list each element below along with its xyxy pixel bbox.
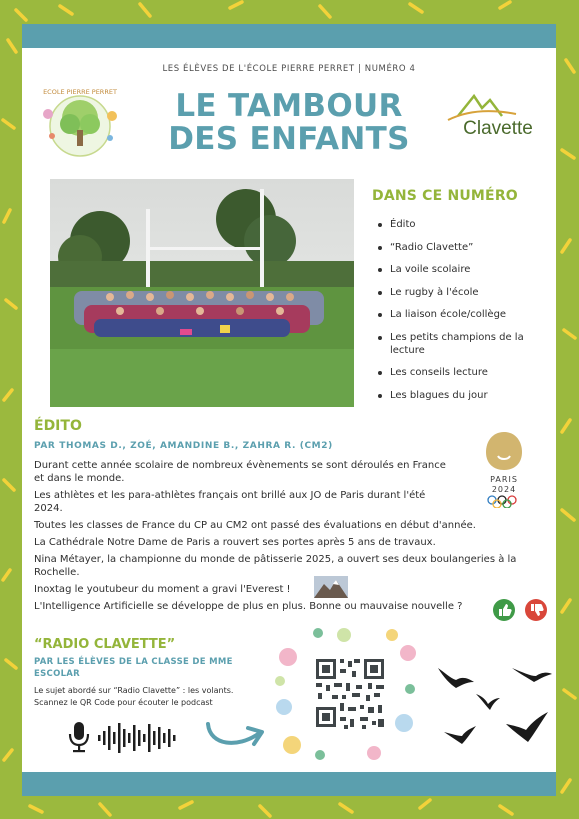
edito-paragraph: La Cathédrale Notre Dame de Paris a rouvert ses portes après 5 ans de travaux. (34, 537, 436, 548)
toc-item: “Radio Clavette” (374, 241, 550, 254)
edito-title: ÉDITO (34, 418, 82, 434)
thumbs-icons (492, 598, 550, 622)
edito-paragraph: Inoxtag le youtubeur du moment a gravi l'Everest ! (34, 584, 291, 595)
bottom-band (22, 772, 556, 796)
paris-logo-line1: PARIS (490, 475, 518, 484)
toc-item: La voile scolaire (374, 263, 550, 276)
edito-paragraph: Nina Métayer, la championne du monde de pâtisserie 2025, a ouvert ses deux boulangeries à la Rochelle. (34, 554, 517, 578)
newsletter-page (22, 24, 556, 796)
curved-arrow-icon (202, 712, 268, 752)
toc-title: DANS CE NUMÉRO (372, 188, 518, 204)
paris-2024-logo-icon (474, 428, 534, 508)
birds-icon (426, 654, 554, 754)
edito-paragraph: Durant cette année scolaire de nombreux évènements se sont déroulés en France et dans le monde. (34, 460, 446, 484)
sound-wave-icon (98, 722, 180, 754)
qr-code (274, 627, 418, 761)
clavette-logo-icon (436, 86, 544, 144)
toc-item: Les blagues du jour (374, 389, 550, 402)
radio-title: “RADIO CLAVETTE” (34, 637, 176, 652)
paris-logo-line2: 2024 (491, 485, 517, 494)
toc-item: La liaison école/collège (374, 308, 550, 321)
radio-text-line: Le sujet abordé sur “Radio Clavette” : les volants. (34, 686, 234, 695)
edito-paragraph: L'Intelligence Artificielle se développe de plus en plus. Bonne ou mauvaise nouvelle ? (34, 601, 463, 612)
thumbs-up-icon (493, 599, 515, 621)
school-logo-text: ECOLE PIERRE PERRET (43, 88, 117, 96)
edito-paragraph: Toutes les classes de France du CP au CM2 ont passé des évaluations en début d'année. (34, 520, 476, 531)
thumbs-down-icon (525, 599, 547, 621)
top-band (22, 24, 556, 48)
title-line-1: LE TAMBOUR (175, 88, 403, 124)
toc-item: Édito (374, 218, 550, 231)
title-line-2: DES ENFANTS (168, 121, 410, 157)
newsletter-title (122, 90, 456, 156)
radio-text-line: Scannez le QR Code pour écouter le podcast (34, 698, 213, 707)
class-photo (50, 179, 354, 407)
radio-byline: PAR LES ÉLÈVES DE LA CLASSE DE MME ESCOLAR (34, 657, 233, 679)
microphone-icon (66, 720, 92, 754)
everest-mountain-icon (314, 576, 348, 598)
edito-byline: PAR THOMAS D., ZOÉ, AMANDINE B., ZAHRA R. (CM2) (34, 441, 333, 451)
issue-line: LES ÉLÈVES DE L'ÉCOLE PIERRE PERRET | NUMÉRO 4 (162, 64, 416, 74)
edito-paragraph: Les athlètes et les para-athlètes français ont brillé aux JO de Paris durant l'été 2024. (34, 490, 426, 514)
toc-item: Le rugby à l'école (374, 286, 550, 299)
toc-item: Les conseils lecture (374, 366, 550, 379)
school-logo-icon (30, 78, 130, 170)
clavette-logo-text: Clavette (463, 118, 533, 139)
toc-list (374, 218, 550, 411)
toc-item: Les petits champions de la lecture (374, 331, 550, 357)
radio-text (34, 685, 274, 709)
